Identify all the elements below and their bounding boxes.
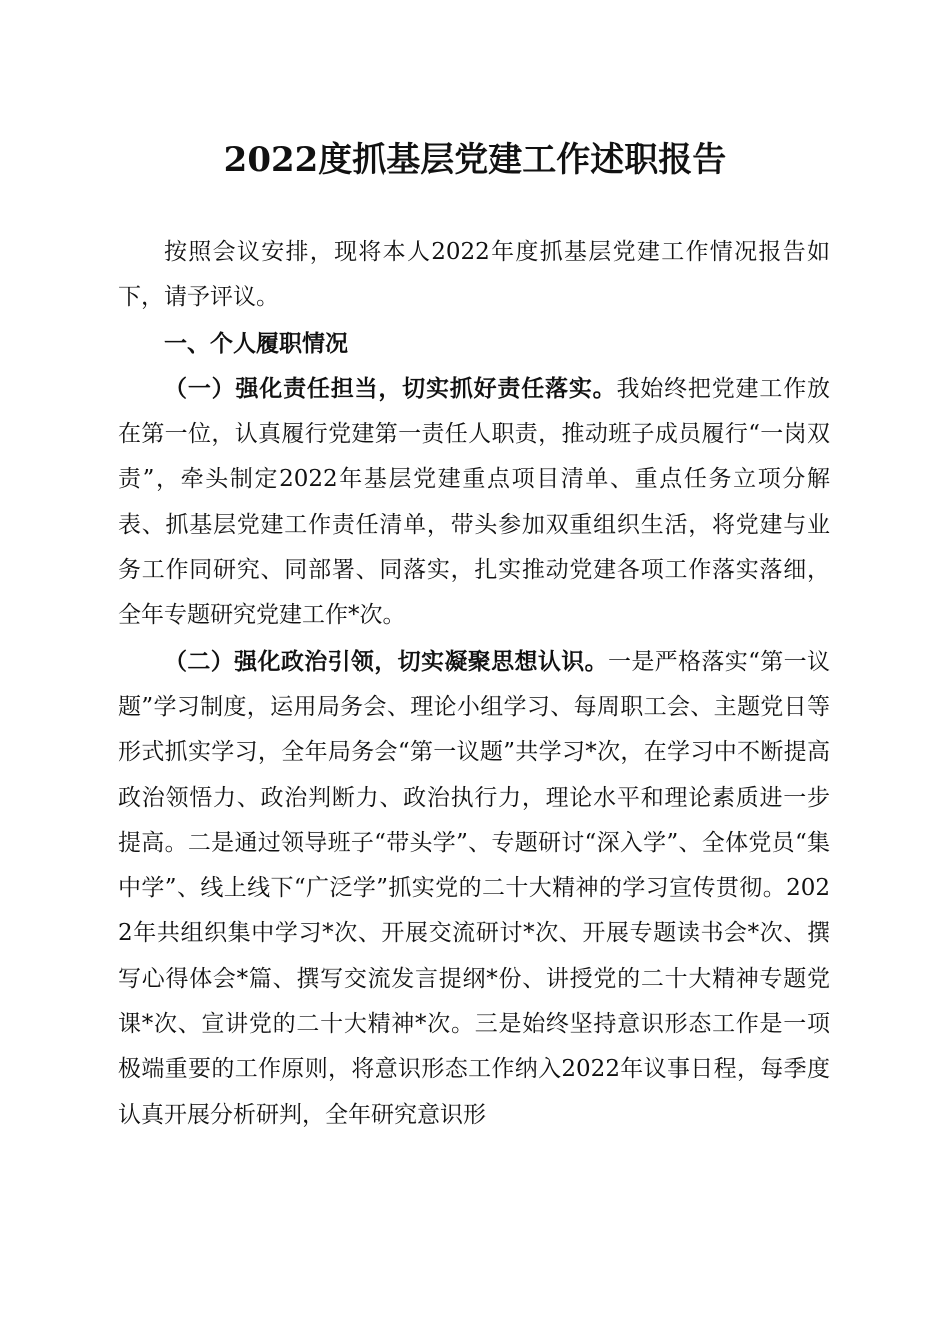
intro-paragraph: 按照会议安排，现将本人2022年度抓基层党建工作情况报告如下，请予评议。 [118,239,830,311]
paragraph-text: 一是严格落实“第一议题”学习制度，运用局务会、理论小组学习、每周职工会、主题党日等形式抓实学习，全年局务会“第一议题”共学习*次，在学习中不断提高政治领悟力、政治判断力、政治执行力，理论水平和理论素质进一步提高。二是通过领导班子“带头学”、专题研讨“深入学”、全体党员“集中学”、线上线下“广泛学”抓实党的二十大精神的学习宣传贯彻。2022年共组织集中学习*次、开展交流研讨*次、开展专题读书会*次、撰写心得体会*篇、撰写交流发言提纲*份、讲授党的二十大精神专题党课*次、宣讲党的二十大精神*次。三是始终坚持意识形态工作是一项极端重要的工作原则，将意识形态工作纳入2022年议事日程，每季度认真开展分析研判，全年研究意识形 [118,648,831,1128]
paragraph-lead: （一）强化责任担当，切实抓好责任落实。 [164,374,617,402]
paragraph-responsibility [118,366,830,639]
document-body [118,230,830,1138]
document-title: 2022度抓基层党建工作述职报告 [223,140,727,180]
section-heading: 一、个人履职情况 [164,329,348,357]
paragraph-political-guidance [118,639,830,1138]
paragraph-text: 我始终把党建工作放在第一位，认真履行党建第一责任人职责，推动班子成员履行“一岗双责”，牵头制定2022年基层党建重点项目清单、重点任务立项分解表、抓基层党建工作责任清单，带头参加双重组织生活，将党建与业务工作同研究、同部署、同落实，扎实推动党建各项工作落实落细，全年专题研究党建工作*次。 [118,375,831,629]
paragraph-lead: （二）强化政治引领，切实凝聚思想认识。 [164,647,608,675]
